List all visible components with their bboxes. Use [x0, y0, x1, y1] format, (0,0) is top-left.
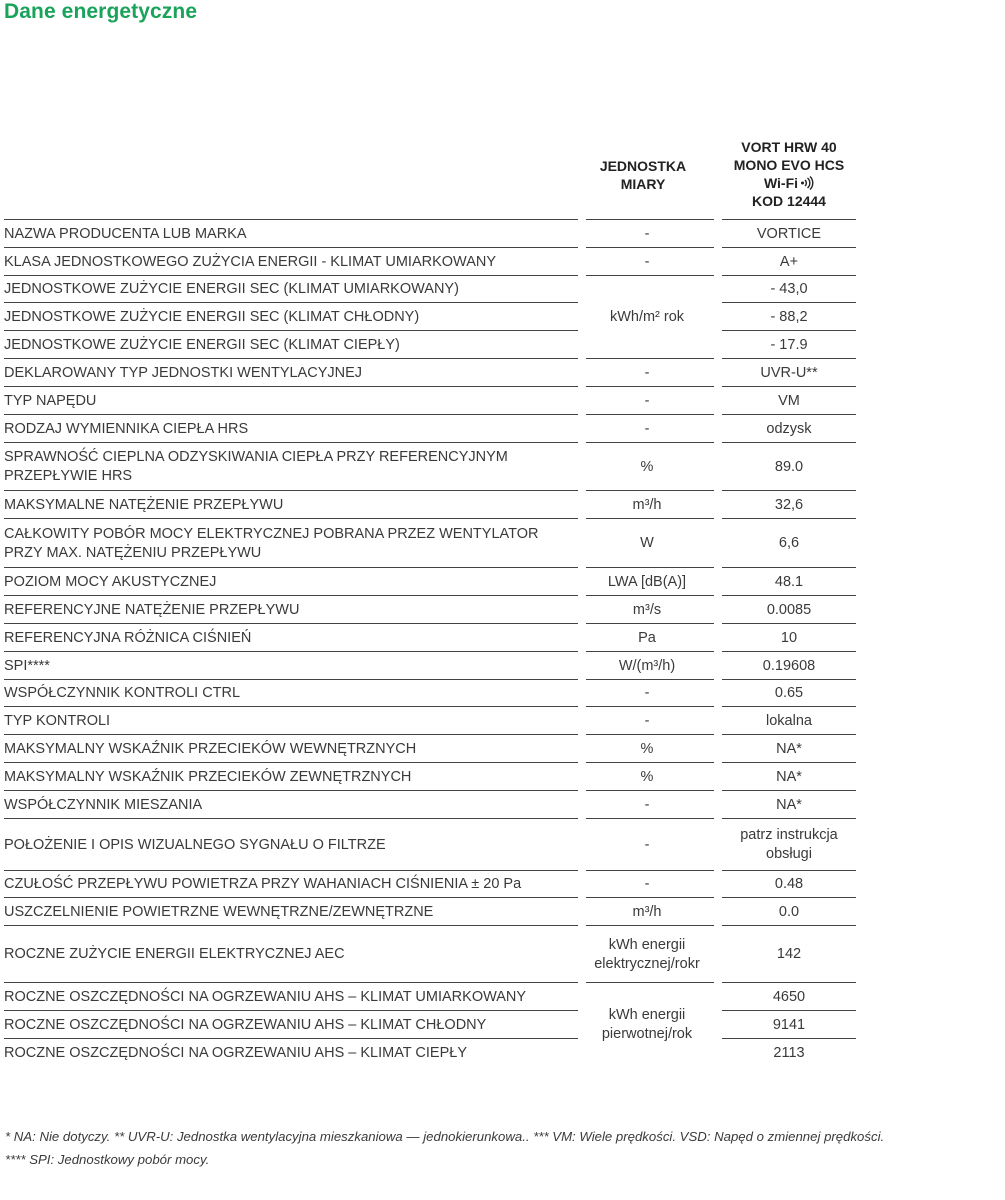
footnote-line: **** SPI: Jednostkowy pobór mocy.: [5, 1152, 210, 1167]
row-name: MAKSYMALNE NATĘŻENIE PRZEPŁYWU: [4, 496, 284, 513]
row-unit: -: [644, 392, 650, 409]
footnote-line: * NA: Nie dotyczy. ** UVR-U: Jednostka wentylacyjna mieszkaniowa — jednokierunkowa.. *** VM: Wiele prędkości. VSD: Napęd o zmiennej prędkości.: [5, 1129, 885, 1144]
row-name: REFERENCYJNA RÓŻNICA CIŚNIEŃ: [4, 629, 252, 646]
row-value: patrz instrukcja obsługi: [740, 827, 838, 862]
row-unit: -: [644, 253, 650, 270]
row-name: USZCZELNIENIE POWIETRZNE WEWNĘTRZNE/ZEWNĘTRZNE: [4, 903, 434, 920]
row-unit: kWh/m² rok: [609, 309, 685, 325]
footnotes: [5, 1125, 1001, 1171]
row-unit: -: [644, 685, 650, 701]
row-value: 0.65: [774, 685, 804, 701]
row-unit: W: [640, 535, 654, 551]
row-name: ROCZNE OSZCZĘDNOŚCI NA OGRZEWANIU AHS – KLIMAT CIEPŁY: [4, 1044, 468, 1061]
row-unit: m³/s: [632, 601, 662, 618]
row-unit: -: [644, 876, 650, 892]
row-value: odzysk: [766, 420, 812, 437]
row-name: CAŁKOWITY POBÓR MOCY ELEKTRYCZNEJ POBRANA PRZEZ WENTYLATOR PRZY MAX. NATĘŻENIU PRZEPŁYWU: [4, 525, 539, 561]
row-value: 32,6: [774, 496, 804, 513]
row-value: 6,6: [778, 535, 800, 551]
model-wifi-label: Wi-Fi: [763, 175, 799, 191]
column-header-model: [722, 138, 856, 210]
row-value: VORTICE: [756, 225, 822, 242]
row-value: A+: [779, 253, 799, 270]
row-name: WSPÓŁCZYNNIK MIESZANIA: [4, 796, 203, 813]
row-value: 89.0: [774, 458, 804, 475]
row-name: ROCZNE OSZCZĘDNOŚCI NA OGRZEWANIU AHS – KLIMAT UMIARKOWANY: [4, 988, 527, 1005]
row-value: 10: [780, 629, 798, 646]
row-value: 0.48: [774, 876, 804, 892]
row-value: - 88,2: [770, 308, 808, 325]
row-name: JEDNOSTKOWE ZUŻYCIE ENERGII SEC (KLIMAT CIEPŁY): [4, 336, 400, 353]
row-unit: W/(m³/h): [618, 657, 676, 674]
row-value: 142: [776, 946, 802, 962]
model-name: VORT HRW 40: [741, 139, 837, 155]
row-value: 0.0: [778, 903, 800, 920]
row-name: TYP NAPĘDU: [4, 392, 97, 409]
row-unit: LWA [dB(A)]: [607, 573, 687, 590]
row-name: RODZAJ WYMIENNIKA CIEPŁA HRS: [4, 420, 249, 437]
row-unit: %: [640, 740, 654, 757]
row-unit: -: [644, 420, 650, 437]
row-unit: Pa: [638, 629, 656, 646]
row-name: JEDNOSTKOWE ZUŻYCIE ENERGII SEC (KLIMAT CHŁODNY): [4, 308, 420, 325]
row-name: MAKSYMALNY WSKAŹNIK PRZECIEKÓW WEWNĘTRZNYCH: [4, 740, 417, 757]
row-name: POŁOŻENIE I OPIS WIZUALNEGO SYGNAŁU O FILTRZE: [4, 836, 386, 853]
row-value: NA*: [776, 796, 802, 813]
row-name: SPI****: [4, 657, 50, 674]
row-value: 48.1: [774, 573, 804, 590]
row-value: - 43,0: [770, 281, 808, 297]
row-value: NA*: [776, 768, 802, 785]
row-value: UVR-U**: [760, 364, 818, 381]
wifi-icon: [800, 176, 814, 190]
model-variant: MONO EVO HCS: [733, 157, 845, 173]
row-value: 0.19608: [762, 657, 816, 674]
row-name: ROCZNE ZUŻYCIE ENERGII ELEKTRYCZNEJ AEC: [4, 946, 345, 962]
row-unit: kWh energii pierwotnej/rok: [601, 1007, 693, 1042]
row-name: NAZWA PRODUCENTA LUB MARKA: [4, 225, 247, 242]
row-unit: %: [640, 458, 654, 475]
page-title: Dane energetyczne: [4, 0, 198, 23]
product-code: KOD 12444: [752, 193, 826, 209]
row-name: SPRAWNOŚĆ CIEPLNA ODZYSKIWANIA CIEPŁA PRZY REFERENCYJNYM PRZEPŁYWIE HRS: [4, 449, 508, 484]
row-name: WSPÓŁCZYNNIK KONTROLI CTRL: [4, 685, 241, 701]
row-value: lokalna: [766, 712, 812, 729]
row-unit: -: [644, 796, 650, 813]
row-name: ROCZNE OSZCZĘDNOŚCI NA OGRZEWANIU AHS – KLIMAT CHŁODNY: [4, 1016, 487, 1033]
row-unit: -: [644, 712, 650, 729]
row-unit: %: [640, 768, 654, 785]
row-value: 0.0085: [766, 601, 812, 618]
row-value: - 17.9: [770, 336, 808, 353]
row-name: TYP KONTROLI: [4, 712, 111, 729]
row-name: KLASA JEDNOSTKOWEGO ZUŻYCIA ENERGII - KLIMAT UMIARKOWANY: [4, 253, 497, 270]
row-value: 4650: [772, 988, 806, 1005]
row-unit: kWh energii elektrycznej/rokr: [594, 936, 700, 972]
row-name: REFERENCYJNE NATĘŻENIE PRZEPŁYWU: [4, 601, 300, 618]
row-unit: m³/h: [632, 496, 662, 513]
row-name: POZIOM MOCY AKUSTYCZNEJ: [4, 573, 217, 590]
row-name: DEKLAROWANY TYP JEDNOSTKI WENTYLACYJNEJ: [4, 364, 363, 381]
model-connectivity: [722, 174, 856, 192]
row-value: 2113: [773, 1044, 805, 1061]
row-name: JEDNOSTKOWE ZUŻYCIE ENERGII SEC (KLIMAT UMIARKOWANY): [4, 281, 459, 297]
row-value: VM: [778, 392, 800, 409]
column-header-unit: JEDNOSTKA MIARY: [599, 158, 687, 192]
row-unit: -: [644, 836, 650, 853]
row-value: 9141: [772, 1016, 806, 1033]
row-name: MAKSYMALNY WSKAŹNIK PRZECIEKÓW ZEWNĘTRZNYCH: [4, 768, 412, 785]
row-unit: -: [644, 364, 650, 381]
row-name: CZUŁOŚĆ PRZEPŁYWU POWIETRZA PRZY WAHANIACH CIŚNIENIA ± 20 Pa: [4, 876, 522, 892]
row-unit: -: [644, 225, 650, 242]
row-value: NA*: [776, 740, 802, 757]
row-unit: m³/h: [632, 903, 662, 920]
